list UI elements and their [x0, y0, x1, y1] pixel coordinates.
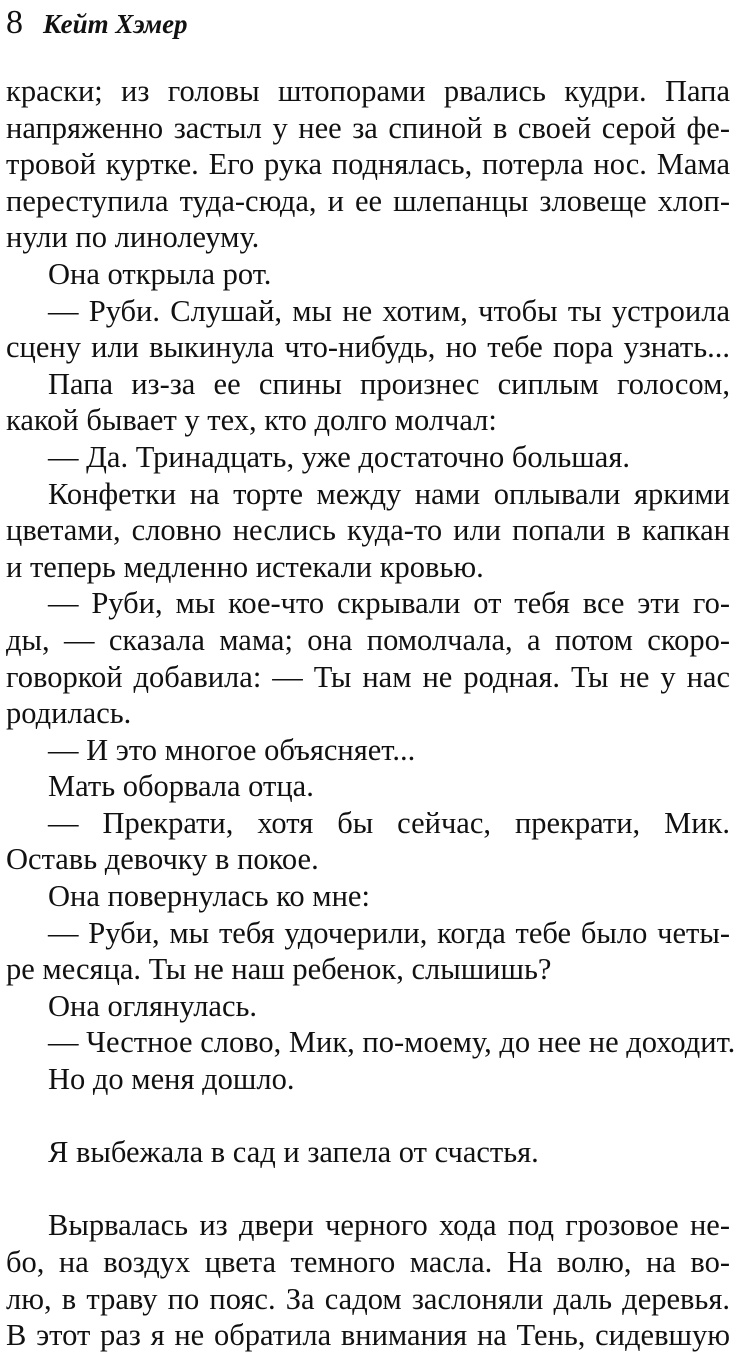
- text-line: родилась.: [6, 696, 132, 731]
- text-line: — И это многое объясняет...: [48, 732, 416, 767]
- text-line: Она оглянулась.: [48, 988, 258, 1023]
- text-line: какой бывает у тех, кто долго молчал:: [6, 403, 497, 438]
- text-line: — Прекрати, хотя бы сейчас, прекрати, Мик.: [48, 805, 730, 840]
- text-line: ре месяца. Ты не наш ребенок, слышишь?: [6, 952, 552, 987]
- text-line: цветами, словно неслись куда-то или попали в капкан: [6, 513, 730, 548]
- text-line: Но до меня дошло.: [48, 1062, 295, 1097]
- text-line: ды, — сказала мама; она помолчала, а потом скоро-: [6, 622, 730, 657]
- text-line: — Руби, мы кое-что скрывали от тебя все эти го-: [48, 586, 730, 621]
- page-header: [6, 4, 188, 42]
- text-line: Папа из-за ее спины произнес сиплым голосом,: [48, 366, 730, 401]
- text-line: лю, в траву по пояс. За садом заслоняли даль деревья.: [6, 1281, 730, 1316]
- text-line: нули по линолеуму.: [6, 220, 260, 255]
- text-line: Конфетки на торте между нами оплывали яркими: [48, 476, 730, 511]
- text-line: и теперь медленно истекали кровью.: [6, 549, 484, 584]
- running-head-author: Кейт Хэмер: [43, 9, 188, 39]
- text-line: напряженно застыл у нее за спиной в своей серой фе-: [6, 110, 730, 145]
- text-line: — Руби, мы тебя удочерили, когда тебе было четы-: [48, 915, 730, 950]
- text-line: Она открыла рот.: [48, 256, 272, 291]
- text-line: Я выбежала в сад и запела от счастья.: [48, 1135, 539, 1170]
- text-line: говоркой добавила: — Ты нам не родная. Ты не у нас: [6, 659, 730, 694]
- text-line: сцену или выкинула что-нибудь, но тебе пора узнать...: [6, 330, 730, 365]
- text-line: В этот раз я не обратила внимания на Тень, сидевшую: [6, 1318, 730, 1353]
- text-line: Вырвалась из двери черного хода под грозовое не-: [48, 1208, 730, 1243]
- text-line: краски; из головы штопорами рвались кудри. Папа: [6, 74, 730, 108]
- text-line: тровой куртке. Его рука поднялась, потерла нос. Мама: [6, 147, 730, 182]
- text-line: бо, на воздух цвета темного масла. На волю, на во-: [6, 1245, 730, 1279]
- text-line: — Руби. Слушай, мы не хотим, чтобы ты устроила: [48, 293, 730, 328]
- text-line: Мать оборвала отца.: [48, 769, 314, 804]
- text-line: переступила туда-сюда, и ее шлепанцы зловеще хлоп-: [6, 183, 730, 218]
- text-line: Оставь девочку в покое.: [6, 842, 319, 877]
- page-number: 8: [6, 4, 23, 41]
- text-line: — Честное слово, Мик, по-моему, до нее не доходит.: [48, 1025, 736, 1060]
- body-text: [6, 73, 736, 1354]
- text-line: — Да. Тринадцать, уже достаточно большая.: [48, 439, 630, 474]
- text-line: Она повернулась ко мне:: [48, 879, 370, 914]
